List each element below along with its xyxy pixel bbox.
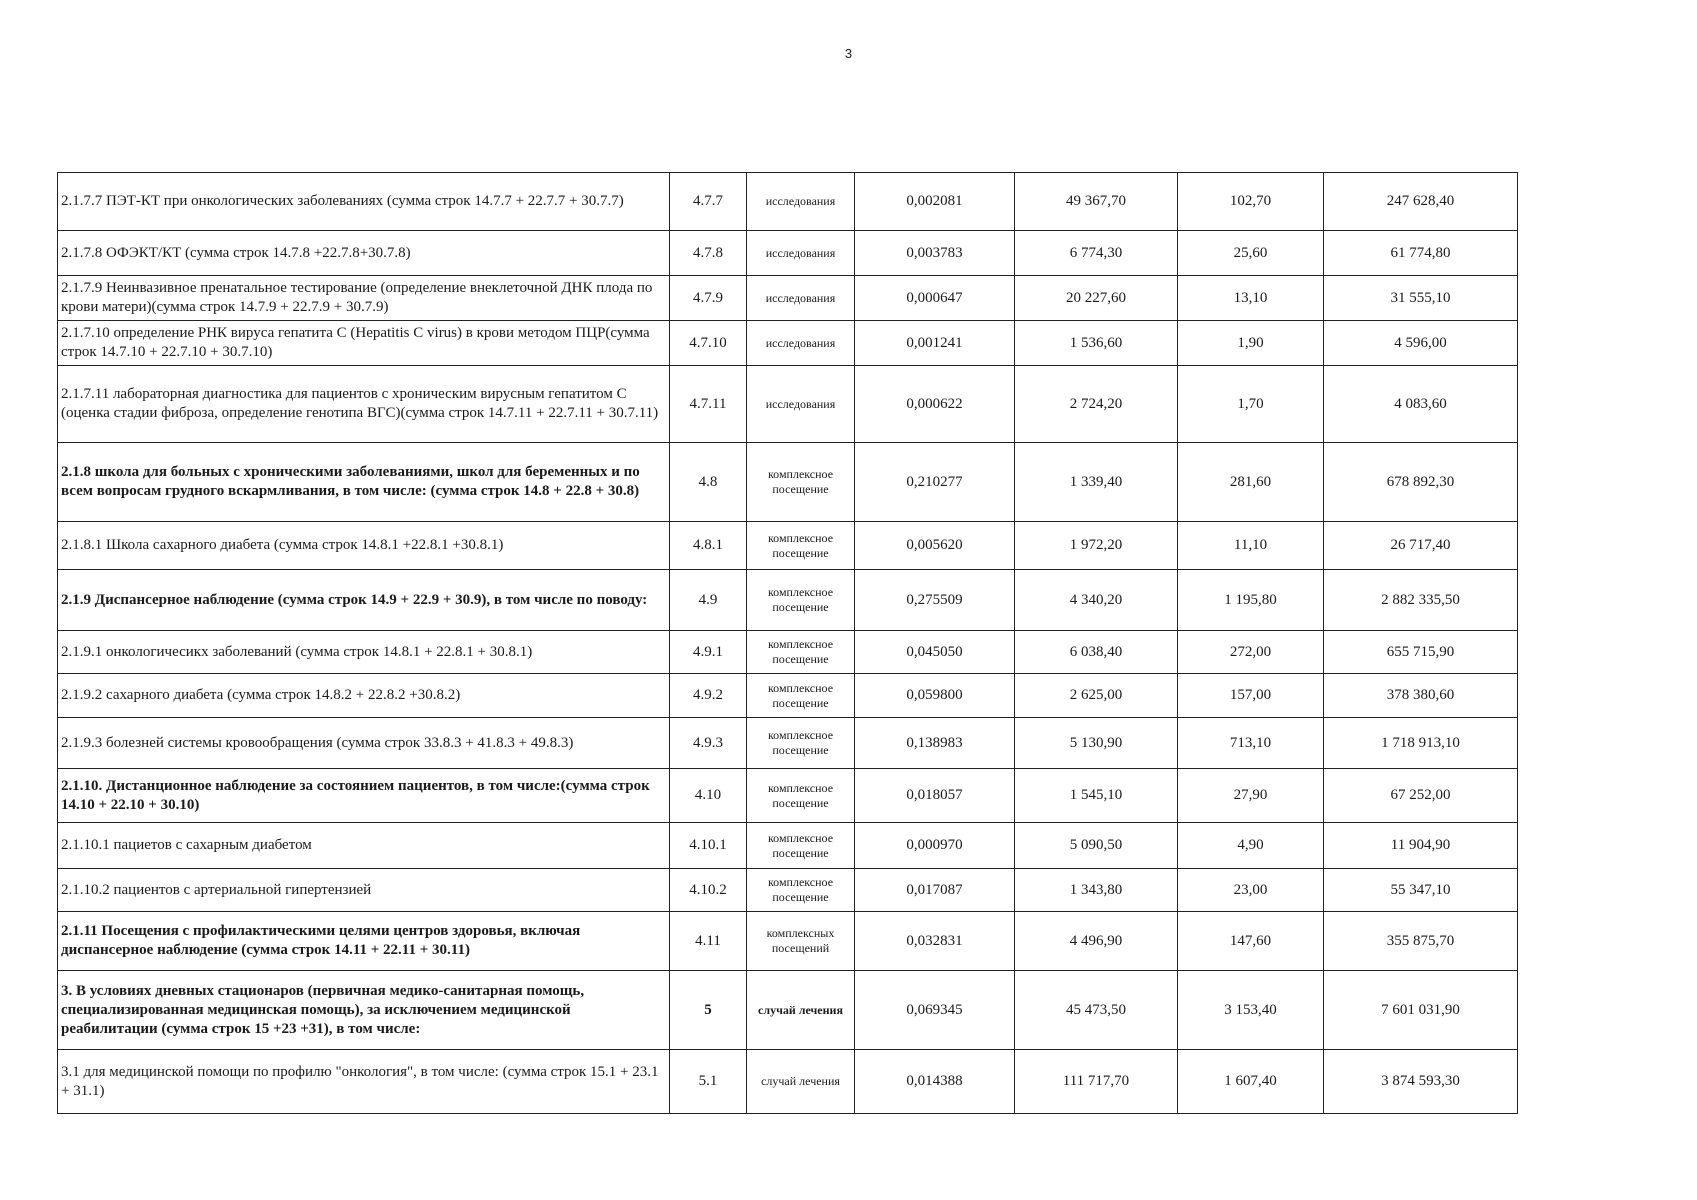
- table-body: [58, 173, 1518, 1114]
- row-norm: 0,032831: [855, 912, 1015, 971]
- row-cost: 4 496,90: [1015, 912, 1178, 971]
- row-unit: случай лечения: [747, 971, 855, 1050]
- table-row: [58, 912, 1518, 971]
- table-row: [58, 366, 1518, 443]
- row-norm: 0,018057: [855, 769, 1015, 823]
- row-unit: комплексных посещений: [747, 912, 855, 971]
- row-total: 31 555,10: [1324, 276, 1518, 321]
- row-total: 7 601 031,90: [1324, 971, 1518, 1050]
- row-cost: 1 339,40: [1015, 443, 1178, 522]
- row-unit: комплексное посещение: [747, 769, 855, 823]
- row-per-capita: 27,90: [1178, 769, 1324, 823]
- row-total: 1 718 913,10: [1324, 718, 1518, 769]
- row-per-capita: 147,60: [1178, 912, 1324, 971]
- row-code: 4.7.8: [670, 231, 747, 276]
- table-row: [58, 869, 1518, 912]
- table-row: [58, 522, 1518, 570]
- row-per-capita: 281,60: [1178, 443, 1324, 522]
- row-name: 3.1 для медицинской помощи по профилю "онкология", в том числе: (сумма строк 15.1 + 23.1 + 31.1): [58, 1050, 670, 1114]
- row-per-capita: 25,60: [1178, 231, 1324, 276]
- row-code: 4.11: [670, 912, 747, 971]
- row-name: 2.1.7.8 ОФЭКТ/КТ (сумма строк 14.7.8 +22.7.8+30.7.8): [58, 231, 670, 276]
- row-name: 2.1.10.2 пациентов с артериальной гипертензией: [58, 869, 670, 912]
- row-code: 4.8: [670, 443, 747, 522]
- row-unit: случай лечения: [747, 1050, 855, 1114]
- row-cost: 5 130,90: [1015, 718, 1178, 769]
- row-per-capita: 13,10: [1178, 276, 1324, 321]
- row-norm: 0,045050: [855, 631, 1015, 674]
- row-per-capita: 272,00: [1178, 631, 1324, 674]
- row-name: 2.1.10.1 пациетов с сахарным диабетом: [58, 823, 670, 869]
- row-cost: 1 972,20: [1015, 522, 1178, 570]
- row-norm: 0,210277: [855, 443, 1015, 522]
- row-code: 4.8.1: [670, 522, 747, 570]
- row-norm: 0,000622: [855, 366, 1015, 443]
- row-cost: 6 038,40: [1015, 631, 1178, 674]
- row-cost: 49 367,70: [1015, 173, 1178, 231]
- row-unit: исследования: [747, 366, 855, 443]
- row-name: 2.1.7.11 лабораторная диагностика для пациентов с хроническим вирусным гепатитом С (оценка стадии фиброза, определение генотипа ВГС)(сумма строк 14.7.11 + 22.7.11 + 30.7.11): [58, 366, 670, 443]
- row-name: 2.1.7.7 ПЭТ-КТ при онкологических заболеваниях (сумма строк 14.7.7 + 22.7.7 + 30.7.7): [58, 173, 670, 231]
- norms-table: [57, 172, 1518, 1114]
- row-per-capita: 11,10: [1178, 522, 1324, 570]
- row-name: 2.1.9.2 сахарного диабета (сумма строк 14.8.2 + 22.8.2 +30.8.2): [58, 674, 670, 718]
- row-norm: 0,000970: [855, 823, 1015, 869]
- row-norm: 0,000647: [855, 276, 1015, 321]
- row-per-capita: 3 153,40: [1178, 971, 1324, 1050]
- row-unit: исследования: [747, 173, 855, 231]
- row-cost: 45 473,50: [1015, 971, 1178, 1050]
- row-code: 4.9: [670, 570, 747, 631]
- row-total: 61 774,80: [1324, 231, 1518, 276]
- row-code: 4.7.11: [670, 366, 747, 443]
- row-name: 2.1.9 Диспансерное наблюдение (сумма строк 14.9 + 22.9 + 30.9), в том числе по поводу:: [58, 570, 670, 631]
- row-per-capita: 713,10: [1178, 718, 1324, 769]
- row-code: 4.10.2: [670, 869, 747, 912]
- row-name: 2.1.8 школа для больных с хроническими заболеваниями, школ для беременных и по всем вопросам грудного вскармливания, в том числе: (сумма строк 14.8 + 22.8 + 30.8): [58, 443, 670, 522]
- row-per-capita: 157,00: [1178, 674, 1324, 718]
- row-name: 2.1.10. Дистанционное наблюдение за состоянием пациентов, в том числе:(сумма строк 14.10 + 22.10 + 30.10): [58, 769, 670, 823]
- row-norm: 0,014388: [855, 1050, 1015, 1114]
- row-code: 4.7.7: [670, 173, 747, 231]
- row-unit: комплексное посещение: [747, 718, 855, 769]
- row-code: 4.9.3: [670, 718, 747, 769]
- row-unit: комплексное посещение: [747, 443, 855, 522]
- row-cost: 2 724,20: [1015, 366, 1178, 443]
- row-cost: 5 090,50: [1015, 823, 1178, 869]
- row-total: 4 083,60: [1324, 366, 1518, 443]
- row-cost: 4 340,20: [1015, 570, 1178, 631]
- row-total: 247 628,40: [1324, 173, 1518, 231]
- row-total: 655 715,90: [1324, 631, 1518, 674]
- row-cost: 1 343,80: [1015, 869, 1178, 912]
- row-name: 3. В условиях дневных стационаров (первичная медико-санитарная помощь, специализированная медицинская помощь), за исключением медицинской реабилитации (сумма строк 15 +23 +31), в том числе:: [58, 971, 670, 1050]
- row-cost: 1 545,10: [1015, 769, 1178, 823]
- row-name: 2.1.11 Посещения с профилактическими целями центров здоровья, включая диспансерное наблюдение (сумма строк 14.11 + 22.11 + 30.11): [58, 912, 670, 971]
- row-unit: комплексное посещение: [747, 869, 855, 912]
- row-norm: 0,005620: [855, 522, 1015, 570]
- table-row: [58, 443, 1518, 522]
- table-row: [58, 674, 1518, 718]
- row-unit: комплексное посещение: [747, 631, 855, 674]
- row-cost: 20 227,60: [1015, 276, 1178, 321]
- table-row: [58, 631, 1518, 674]
- table-row: [58, 769, 1518, 823]
- row-total: 355 875,70: [1324, 912, 1518, 971]
- row-unit: комплексное посещение: [747, 570, 855, 631]
- row-total: 26 717,40: [1324, 522, 1518, 570]
- row-code: 4.9.1: [670, 631, 747, 674]
- row-name: 2.1.7.9 Неинвазивное пренатальное тестирование (определение внеклеточной ДНК плода по крови матери)(сумма строк 14.7.9 + 22.7.9 + 30.7.9): [58, 276, 670, 321]
- row-code: 4.7.10: [670, 321, 747, 366]
- row-per-capita: 4,90: [1178, 823, 1324, 869]
- row-unit: комплексное посещение: [747, 823, 855, 869]
- row-name: 2.1.7.10 определение РНК вируса гепатита С (Hepatitis C virus) в крови методом ПЦР(сумма строк 14.7.10 + 22.7.10 + 30.7.10): [58, 321, 670, 366]
- table-row: [58, 971, 1518, 1050]
- row-total: 678 892,30: [1324, 443, 1518, 522]
- row-per-capita: 102,70: [1178, 173, 1324, 231]
- row-total: 3 874 593,30: [1324, 1050, 1518, 1114]
- table-row: [58, 173, 1518, 231]
- row-total: 55 347,10: [1324, 869, 1518, 912]
- row-unit: исследования: [747, 231, 855, 276]
- row-name: 2.1.9.3 болезней системы кровообращения (сумма строк 33.8.3 + 41.8.3 + 49.8.3): [58, 718, 670, 769]
- row-total: 378 380,60: [1324, 674, 1518, 718]
- row-norm: 0,017087: [855, 869, 1015, 912]
- row-norm: 0,275509: [855, 570, 1015, 631]
- row-norm: 0,069345: [855, 971, 1015, 1050]
- row-per-capita: 1 195,80: [1178, 570, 1324, 631]
- table-row: [58, 570, 1518, 631]
- row-norm: 0,001241: [855, 321, 1015, 366]
- row-norm: 0,003783: [855, 231, 1015, 276]
- row-code: 4.9.2: [670, 674, 747, 718]
- table-row: [58, 276, 1518, 321]
- row-cost: 111 717,70: [1015, 1050, 1178, 1114]
- table-row: [58, 823, 1518, 869]
- row-per-capita: 1,70: [1178, 366, 1324, 443]
- row-code: 5: [670, 971, 747, 1050]
- row-total: 2 882 335,50: [1324, 570, 1518, 631]
- row-cost: 1 536,60: [1015, 321, 1178, 366]
- row-unit: комплексное посещение: [747, 522, 855, 570]
- row-total: 67 252,00: [1324, 769, 1518, 823]
- row-norm: 0,138983: [855, 718, 1015, 769]
- page-number: 3: [844, 46, 853, 61]
- row-norm: 0,002081: [855, 173, 1015, 231]
- row-norm: 0,059800: [855, 674, 1015, 718]
- row-per-capita: 23,00: [1178, 869, 1324, 912]
- row-unit: комплексное посещение: [747, 674, 855, 718]
- row-code: 4.7.9: [670, 276, 747, 321]
- row-name: 2.1.8.1 Школа сахарного диабета (сумма строк 14.8.1 +22.8.1 +30.8.1): [58, 522, 670, 570]
- row-per-capita: 1 607,40: [1178, 1050, 1324, 1114]
- row-per-capita: 1,90: [1178, 321, 1324, 366]
- row-code: 5.1: [670, 1050, 747, 1114]
- table-row: [58, 1050, 1518, 1114]
- row-unit: исследования: [747, 321, 855, 366]
- table-row: [58, 321, 1518, 366]
- row-code: 4.10.1: [670, 823, 747, 869]
- row-unit: исследования: [747, 276, 855, 321]
- table-row: [58, 718, 1518, 769]
- row-total: 11 904,90: [1324, 823, 1518, 869]
- row-cost: 2 625,00: [1015, 674, 1178, 718]
- table-row: [58, 231, 1518, 276]
- row-cost: 6 774,30: [1015, 231, 1178, 276]
- row-name: 2.1.9.1 онкологичесикх заболеваний (сумма строк 14.8.1 + 22.8.1 + 30.8.1): [58, 631, 670, 674]
- row-code: 4.10: [670, 769, 747, 823]
- row-total: 4 596,00: [1324, 321, 1518, 366]
